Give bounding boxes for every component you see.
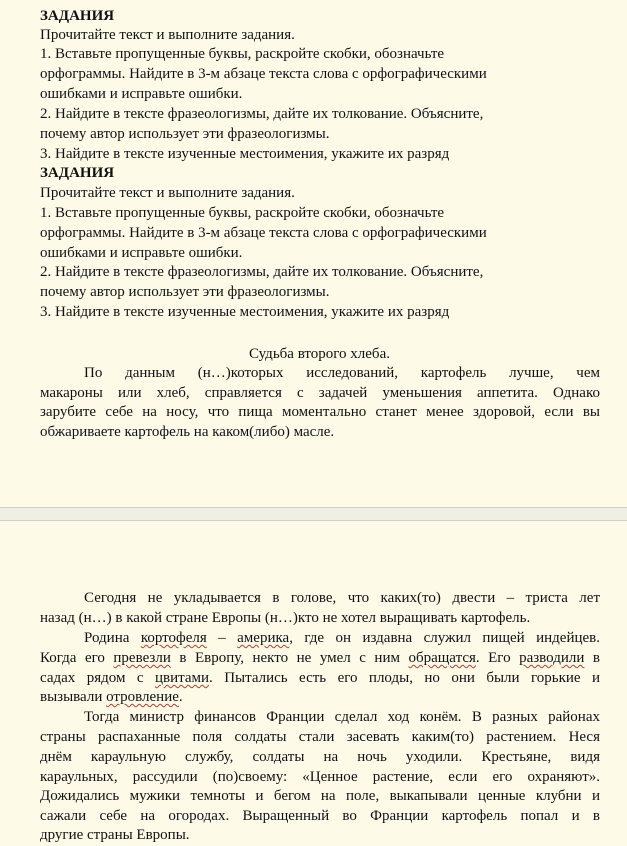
paragraph-line: караульных, рассудили (по)своему: «Ценное растение, если его охраняют». [40,769,600,785]
paragraph-line: По данным (н…)которых исследований, картофель лучше, чем [84,365,600,381]
text-run: . [178,689,183,705]
misspelled-word: кортофеля [140,630,207,646]
misspelled-word: обращатся [408,650,476,666]
paragraph-line: другие страны Европы. [40,827,190,843]
tasks-intro: Прочитайте текст и выполните задания. [40,185,295,201]
text-run: Когда его [40,650,114,666]
task-1-line-3: ошибками и исправьте ошибки. [40,86,243,102]
text-run: . Пытались есть его плоды, но они были горькие и [209,670,600,686]
task-2-line-2: почему автор использует эти фразеологизмы. [40,126,330,142]
paragraph-line [40,669,600,689]
task-2-line-2: почему автор использует эти фразеологизмы. [40,284,330,300]
task-3: 3. Найдите в тексте изученные местоимения, укажите их разряд [40,146,450,162]
paragraph-line: Тогда министр финансов Франции сделал ход конём. В разных районах [84,709,600,725]
misspelled-word: америка [237,630,290,646]
task-1-line-2: орфограммы. Найдите в 3-м абзаце текста слова с орфографическими [40,66,487,82]
tasks-intro: Прочитайте текст и выполните задания. [40,27,295,43]
task-1-line-2: орфограммы. Найдите в 3-м абзаце текста слова с орфографическими [40,225,487,241]
tasks-heading: ЗАДАНИЯ [40,165,115,181]
paragraph-line [40,688,600,708]
paragraph-line: назад (н…) в какой стране Европы (н…)кто не хотел выращивать картофель. [40,610,531,626]
paragraph-line: зарубите себе на носу, что пища моментально станет менее здоровой, если вы [40,404,600,420]
paragraph-line: Сегодня не укладывается в голове, что каких(то) двести – триста лет [84,590,600,606]
task-2-line-1: 2. Найдите в тексте фразеологизмы, дайте их толкование. Объясните, [40,264,484,280]
misspelled-word: разводили [519,650,585,666]
task-3: 3. Найдите в тексте изученные местоимения, укажите их разряд [40,304,450,320]
paragraph-line: макароны или хлеб, справляется с задачей уменьшения аппетита. Однако [40,385,600,401]
text-run: садах рядом с [40,670,155,686]
text-run: в Европу, некто не умел с ним [170,650,409,666]
misspelled-word: отровление [106,689,179,705]
paragraph-line [40,629,600,649]
misspelled-word: цвитами [154,670,210,686]
text-run: в [584,650,600,666]
paragraph-line [40,649,600,669]
page-break [0,507,627,521]
paragraph-line: страны распаханные поля солдаты стали засевать каким(то) растением. Неся [40,729,600,745]
text-run: Родина [84,630,141,646]
text-run: , где он издавна служил пищей индейцев. [289,630,600,646]
tasks-heading: ЗАДАНИЯ [40,8,115,24]
document-page-2 [0,521,627,841]
misspelled-word: превезли [113,650,171,666]
paragraph-line: днём караульную службу, солдаты на ночь уходили. Крестьяне, видя [40,749,600,765]
paragraph-line: Дожидались мужики темноты и бегом на поле, выкапывали ценные клубни и [40,788,600,804]
story-title: Судьба второго хлеба. [249,346,390,362]
text-run: – [206,630,238,646]
task-2-line-1: 2. Найдите в тексте фразеологизмы, дайте их толкование. Объясните, [40,106,484,122]
task-1-line-1: 1. Вставьте пропущенные буквы, раскройте скобки, обозначьте [40,46,445,62]
task-1-line-1: 1. Вставьте пропущенные буквы, раскройте скобки, обозначьте [40,205,445,221]
task-1-line-3: ошибками и исправьте ошибки. [40,245,243,261]
paragraph-line: обжариваете картофель на каком(либо) масле. [40,424,335,440]
text-run: . Его [475,650,520,666]
text-run: вызывали [40,689,107,705]
paragraph-line: сажали себе на огородах. Выращенный во Франции картофель попал и в [40,808,600,824]
